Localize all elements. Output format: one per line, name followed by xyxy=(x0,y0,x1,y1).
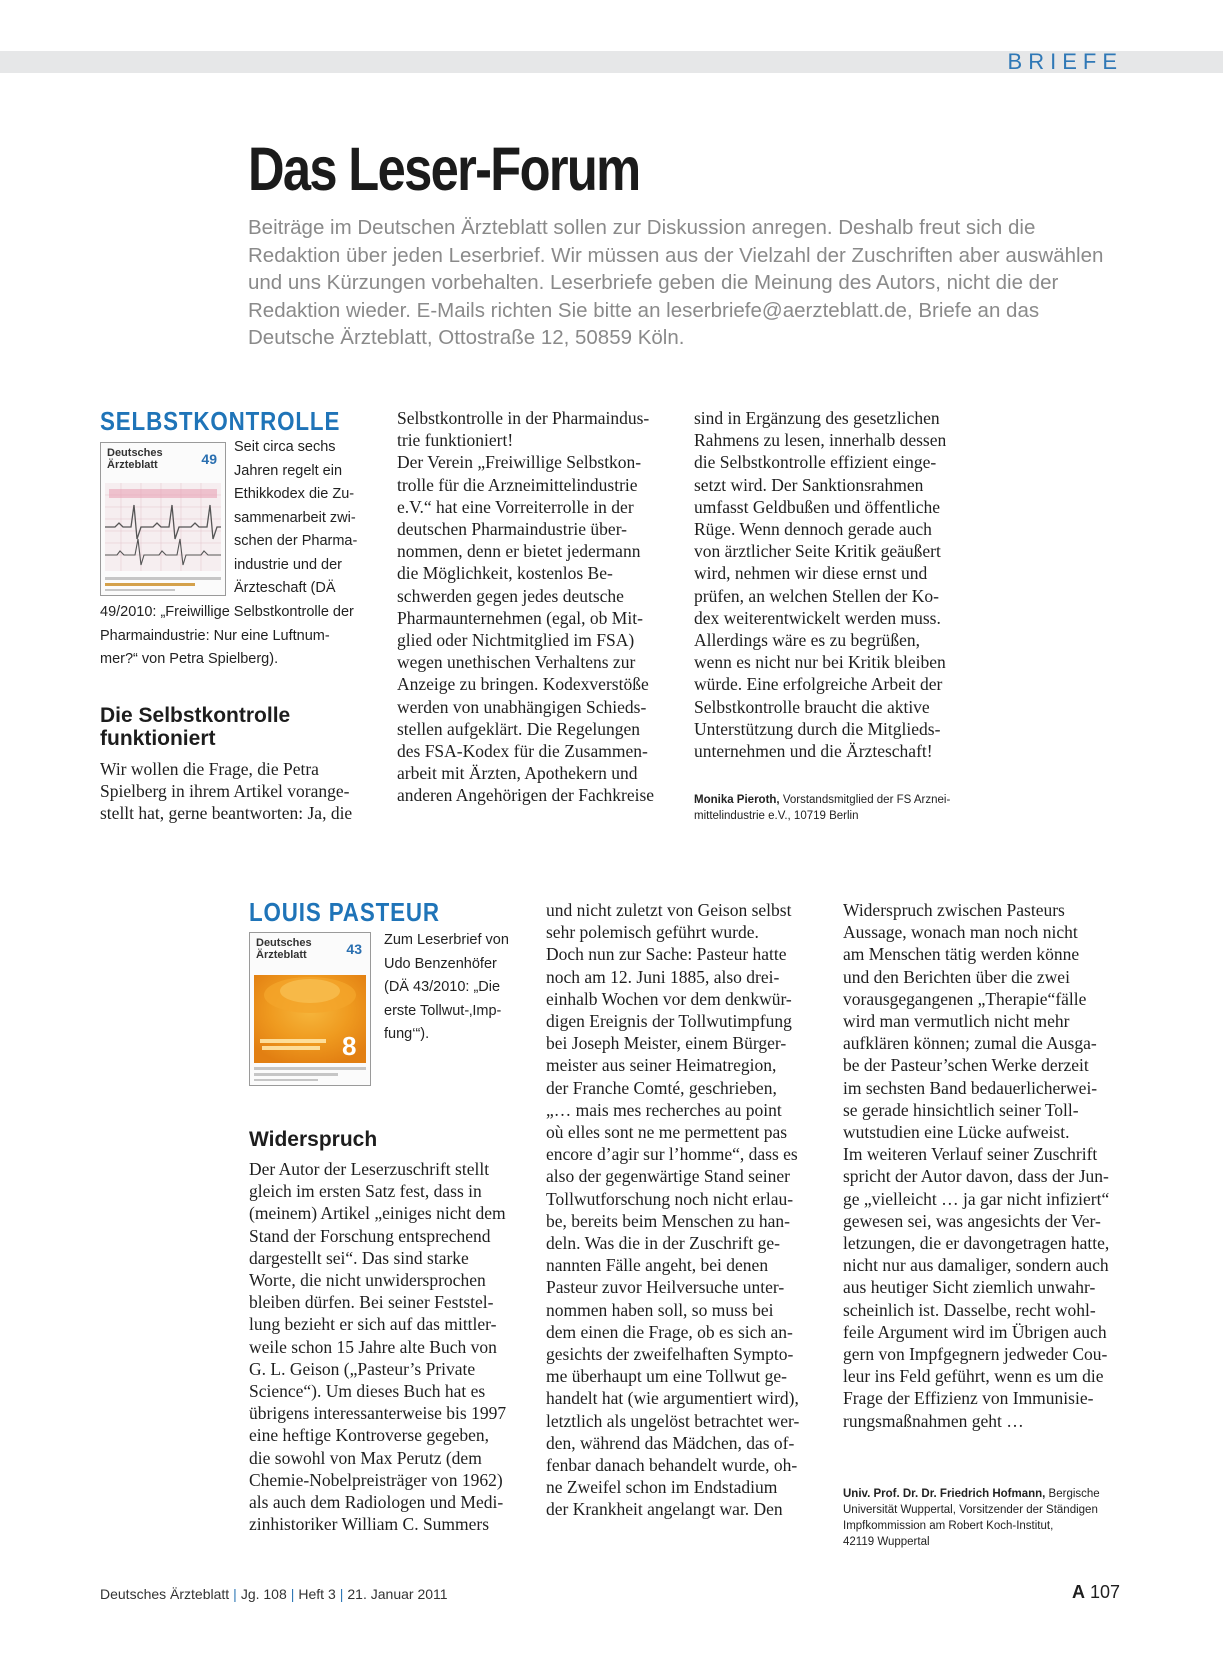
cover-highlight-number: 8 xyxy=(342,1031,357,1061)
footer-date: 21. Januar 2011 xyxy=(347,1586,448,1602)
topic-heading-selbstkontrolle: SELBSTKONTROLLE xyxy=(100,406,341,436)
journal-cover-image-43 xyxy=(249,932,371,1086)
intro-paragraph: Beiträge im Deutschen Ärzteblatt sollen zur Diskussion anregen. Deshalb freut sich die Redaktion über jeden Leserbrief. Wir müssen aus der Vielzahl der Zuschriften aber auswählen und uns Kürzungen vorbehalten. Leserbriefe geben die Meinung des Autors, nicht die der Redaktion wieder. E-Mails richten Sie bitte an leserbriefe@aerzteblatt.de, Briefe an das Deutsche Ärzteblatt, Ottostraße 12, 50859 Köln. xyxy=(248,216,1104,349)
letter1-subtitle: Die Selbstkontrolle funktioniert xyxy=(100,704,291,750)
footer-separator: | xyxy=(290,1586,295,1602)
page-number: A 107 xyxy=(1071,1582,1120,1602)
letter2-column-1: Der Autor der Leserzuschrift stellt gleich im ersten Satz fest, dass in (meinem) Artikel „einiges nicht dem Stand der Forschung entsprechend dargestellt sei“. Das sind starke Worte, die nicht unwidersprochen bleiben dürfen. Bei seiner Feststel- lung bezieht er sich auf das mittler- weile schon 15 Jahre alte Buch von G. L. Geison („Pasteur’s Private Science“). Um dieses Buch hat es übrigens interessanterweise bis 1997 eine heftige Kontroverse gegeben, die sowohl von Max Perutz (dem Chemie-Nobelpreisträger von 1962) als auch dem Radiologen und Medi- zinhistoriker William C. Summers xyxy=(249,1159,507,1535)
footer-separator: | xyxy=(233,1586,237,1602)
letter1-column-1: Wir wollen die Frage, die Petra Spielberg in ihrem Artikel vorange- stellt hat, gerne beantworten: Ja, die xyxy=(100,759,353,824)
letter2-column-2: und nicht zuletzt von Geison selbst sehr polemisch geführt wurde. Doch nun zur Sache: Pasteur hatte noch am 12. Juni 1885, also drei- einhalb Wochen vor dem denkwür- digen Ereignis der Tollwutimpfung bei Joseph Meister, einem Bürger- meister aus seiner Heimatregion, der Franche Comté, geschrieben, „… mais mes recherches au point où elles sont ne me permettent pas encore d’agir sur l’homme“, dass es also der gegenwärtige Stand seiner Tollwutforschung noch nicht erlau- be, bereits beim Menschen zu han- deln. Was die in der Zuschrift ge- nannten Fälle angeht, bei denen Pasteur zuvor Heilversuche unter- nommen haben soll, so muss bei dem einen die Frage, ob es sich an- gesichts der zweifelhaften Sympto- me überhaupt um eine Tollwut ge- handelt hat (wie argumentiert wird), letztlich als ungelöst betrachtet wer- den, während das Mädchen, das of- fenbar danach behandelt wurde, oh- ne Zweifel schon im Endstadium der Krankheit angelangt war. Den xyxy=(546,900,800,1520)
footer-volume: Jg. 108 xyxy=(240,1586,287,1602)
letter2-signature: Univ. Prof. Dr. Dr. Friedrich Hofmann, Bergische Universität Wuppertal, Vorsitzender der Ständigen Impfkommission am Robert Koch-Institut, 42119 Wuppertal xyxy=(843,1488,1100,1548)
letter2-subtitle: Widerspruch xyxy=(249,1128,378,1151)
letter1-column-2: Selbstkontrolle in der Pharmaindus- trie funktioniert! Der Verein „Freiwillige Selbstkon- trolle für die Arzneimittelindustrie e.V.“ hat eine Vorreiterrolle in der deutschen Pharmaindustrie über- nommen, denn er bietet jedermann die Möglichkeit, kostenlos Be- schwerden gegen jedes deutsche Pharmaunternehmen (egal, ob Mit- glied oder Nichtmitglied im FSA) wegen unethischen Verhaltens zur Anzeige zu bringen. Kodexverstöße werden von unabhängigen Schieds- stellen aufgeklärt. Die Regelungen des FSA-Kodex für die Zusammen- arbeit mit Ärzten, Apothekern und anderen Angehörigen der Fachkreise xyxy=(397,408,655,806)
letter1-caption-continued: 49/2010: „Freiwillige Selbstkontrolle der Pharmaindustrie: Nur eine Luftnum- mer?“ von Petra Spielberg). xyxy=(100,604,354,667)
letter1-column-3: sind in Ergänzung des gesetzlichen Rahmens zu lesen, innerhalb dessen die Selbstkontrolle effizient einge- setzt wird. Der Sanktionsrahmen umfasst Geldbußen und öffentliche Rüge. Wenn dennoch gerade auch von ärztlicher Seite Kritik geäußert wird, nehmen wir diese ernst und prüfen, an welchen Stellen der Ko- dex weiterentwickelt werden muss. Allerdings wäre es zu begrüßen, wenn es nicht nur bei Kritik bleiben würde. Eine erfolgreiche Arbeit der Selbstkontrolle braucht die aktive Unterstützung durch die Mitglieds- unternehmen und die Ärzteschaft! xyxy=(694,408,947,762)
footer-issue: Heft 3 xyxy=(298,1586,336,1602)
letter2-column-3: Widerspruch zwischen Pasteurs Aussage, wonach man noch nicht am Menschen tätig werden könne und den Berichten über die zwei vorausgegangenen „Therapie“fälle wird man vermutlich nicht mehr aufklären können; zumal die Ausga- be der Pasteur’schen Werke derzeit im sechsten Band bedauerlicherwei- se gerade hinsichtlich seiner Toll- wutstudien eine Lücke aufweist. Im weiteren Verlauf seiner Zuschrift spricht der Autor davon, dass der Jun- ge „vielleicht … ja gar nicht infiziert“ gewesen sei, was angesichts der Ver- letzungen, die er davongetragen hatte, nicht nur aus damaliger, sondern auch aus heutiger Sicht ziemlich unwahr- scheinlich ist. Dasselbe, recht wohl- feile Argument wird im Übrigen auch gern von Impfgegnern jedweder Cou- leur ins Feld geführt, wenn es um die Frage der Effizienz von Immunisie- rungsmaßnahmen geht … xyxy=(843,900,1110,1431)
cover-issue-number: 43 xyxy=(346,941,362,957)
footer-citation xyxy=(100,1586,448,1602)
letter2-caption: Zum Leserbrief von Udo Benzenhöfer (DÄ 43/2010: „Die erste Tollwut-‚Imp- fung‘“). xyxy=(384,932,509,1042)
cover-issue-number: 49 xyxy=(201,451,217,467)
topic-heading-louis-pasteur: LOUIS PASTEUR xyxy=(249,897,440,927)
letter1-signature: Monika Pieroth, Vorstandsmitglied der FS Arznei- mittelindustrie e.V., 10719 Berlin xyxy=(694,794,951,822)
cover-masthead: Deutsches Ärzteblatt xyxy=(256,937,312,961)
page-title: Das Leser-Forum xyxy=(248,135,640,203)
footer-separator: | xyxy=(339,1586,344,1602)
journal-cover-image-49 xyxy=(100,442,226,596)
letter1-caption-side: Seit circa sechs Jahren regelt ein Ethikkodex die Zu- sammenarbeit zwi- schen der Pharma- industrie und der Ärzteschaft (DÄ xyxy=(234,439,358,596)
section-label: BRIEFE xyxy=(1007,49,1123,74)
footer-journal: Deutsches Ärzteblatt xyxy=(100,1586,230,1602)
cover-masthead: Deutsches Ärzteblatt xyxy=(107,447,163,471)
